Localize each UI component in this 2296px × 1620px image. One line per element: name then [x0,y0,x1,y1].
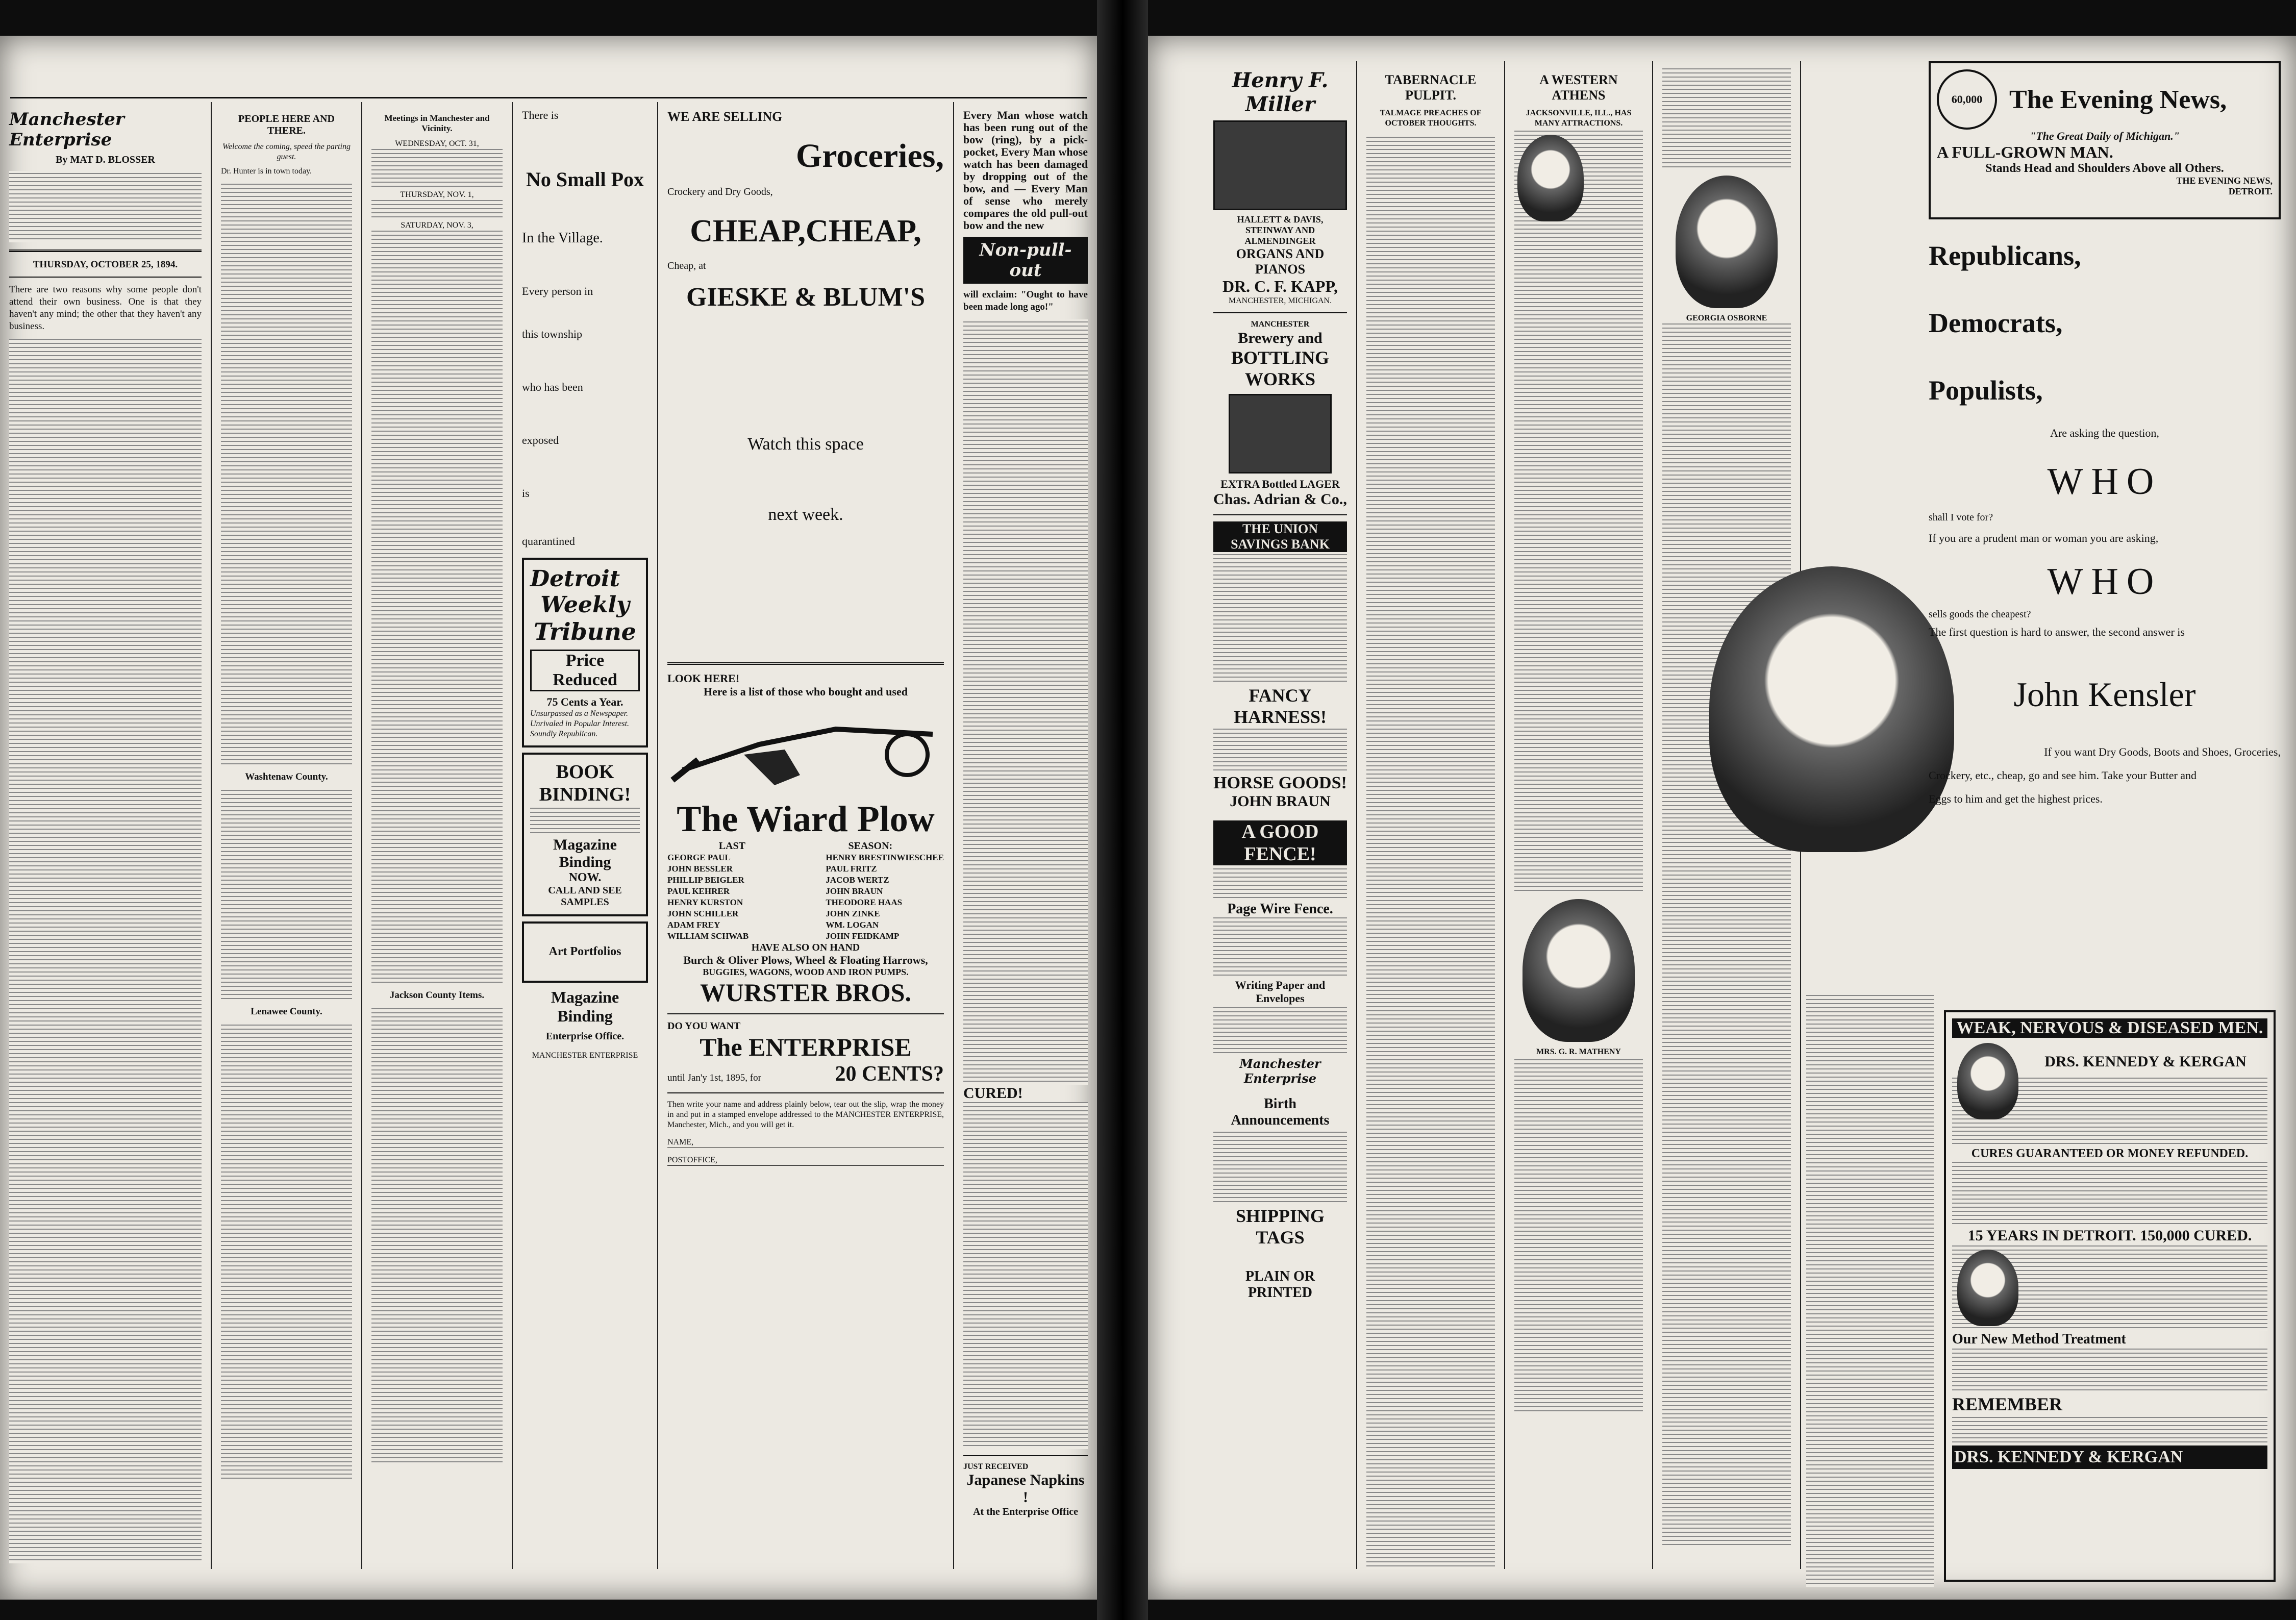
bottling-works: BOTTLING WORKS [1231,347,1330,389]
first-question-line: The first question is hard to answer, the second answer is [1929,626,2185,638]
napkins-headline: Japanese Napkins ! [966,1472,1085,1506]
detroit-tribune-ad [522,558,648,747]
western-athens-title: A WESTERN ATHENS [1539,72,1618,103]
article-text [1514,1057,1643,1414]
fancy-harness: FANCY HARNESS! [1233,685,1327,727]
buyer-name: ADAM FREY [667,920,720,930]
left-newspaper-page [0,36,1097,1600]
book-binding-ad [522,753,648,916]
piano-brand: Henry F. Miller [1232,68,1329,116]
democrats: Democrats, [1929,308,2063,338]
kennedy-footer: DRS. KENNEDY & KERGAN [1952,1445,2267,1469]
right-column-3 [1505,61,1653,1569]
evening-news-title: The Evening News, [2009,85,2227,114]
tribune-title: Detroit [530,566,620,592]
osborne-portrait [1676,176,1778,308]
meeting-date: THURSDAY, NOV. 1, [400,190,474,199]
offer-until: until Jan'y 1st, 1895, for [667,1073,761,1083]
left-column-1 [0,102,212,1569]
smallpox-line: who has been [522,381,583,393]
section-heading-lenawee: Lenawee County. [251,1006,322,1017]
kensler-ad [1929,240,2281,1005]
offer-price: 20 CENTS? [835,1062,944,1086]
enterprise-office: Enterprise Office. [545,1031,625,1042]
date-line: THURSDAY, OCTOBER 25, 1894. [33,259,178,270]
left-column-6 [954,102,1097,1569]
buyer-name: WILLIAM SCHWAB [667,931,749,941]
tribune-title: Tribune [534,618,636,645]
barrels-illustration [1229,394,1332,473]
doctor-portrait [1957,1250,2018,1326]
napkins-office: At the Enterprise Office [972,1506,1079,1517]
harness-text [1213,728,1347,774]
buyer-lists [667,852,944,942]
announcements-text [1213,1129,1347,1205]
left-column-5 [658,102,954,1569]
jackson-text [371,1006,503,1465]
non-pull-out-logo: Non-pull-out [963,237,1088,284]
tribune-price: 75 Cents a Year. [546,695,623,708]
buyer-name: JOHN FEIDKAMP [826,931,900,941]
coupon-postoffice-field[interactable]: POSTOFFICE, [667,1155,944,1166]
divider [667,1092,944,1093]
wiard-plow-headline: The Wiard Plow [677,799,935,839]
tribune-claim: Unsurpassed as a Newspaper. [530,709,629,718]
meeting-date: WEDNESDAY, OCT. 31, [395,139,479,148]
right-column-2 [1357,61,1505,1569]
editorial-lead: There are two reasons why some people don't attend their own business. One is that they haven't any mind; the other that they haven't any business. [9,284,202,332]
kennedy-kergan-ad [1944,1010,2276,1582]
smallpox-line: Every person in [522,285,593,297]
coupon-instructions: Then write your name and address plainly below, tear out the slip, wrap the money in and put in a stamped envelope addressed to the MANCHESTER ENTERPRISE, Manchester, Mich., and you will get it. [667,1100,944,1129]
buyer-names-right [826,852,944,942]
kensler-offer: If you want Dry Goods, Boots and Shoes, Groceries, [2044,745,2281,758]
buyer-name: WM. LOGAN [826,920,879,930]
watch-exclaim: will exclaim: "Ought to have been made long ago!" [963,289,1088,312]
wurster-bros: WURSTER BROS. [700,978,911,1007]
bank-directors-text [1213,552,1347,685]
divider [667,1013,944,1014]
portrait-caption: GEORGIA OSBORNE [1686,314,1767,322]
column-footer: MANCHESTER ENTERPRISE [532,1051,638,1060]
buyer-names-left [667,852,748,942]
art-portfolios-ad [522,921,648,983]
piano-makers: HALLETT & DAVIS, STEINWAY AND ALMENDINGER [1237,214,1324,246]
kennedy-read: DRS. KENNEDY & KERGAN [2044,1053,2247,1070]
right-column-1 [1204,61,1357,1569]
harrows-line: Burch & Oliver Plows, Wheel & Floating Harrows, [683,954,928,966]
john-braun: JOHN BRAUN [1230,793,1331,810]
kensler-offer: Eggs to him and get the highest prices. [1929,792,2103,805]
article-text [1662,68,1791,170]
binding-text [530,806,640,836]
populists: Populists, [1929,375,2043,406]
tribune-claim: Unrivaled in Popular Interest. [530,719,630,728]
adrian-company: Chas. Adrian & Co., [1213,491,1347,508]
meeting-date: SATURDAY, NOV. 3, [401,221,473,230]
buyer-name: JOHN BRAUN [826,886,883,896]
kensler-offer: Crockery, etc., cheap, go and see him. Take your Butter and [1929,769,2197,782]
new-method: Our New Method Treatment [1952,1331,2126,1347]
watch-bow-ad: Every Man whose watch has been rung out of the bow (ring), by a pick-pocket, Every Man whose watch has been damaged by dropping out of the bow, and — Every Man of sense who merely compares the old pull-out bow and the new [963,109,1088,232]
western-athens-subtitle: JACKSONVILLE, ILL., HAS MANY ATTRACTIONS. [1526,109,1632,128]
who-headline: WHO [2047,461,2162,503]
page-wire-fence: Page Wire Fence. [1227,901,1333,917]
buyer-name: PAUL KEHRER [667,886,730,896]
section-heading-washtenaw: Washtenaw County. [245,771,328,782]
buyer-name: PAUL FRITZ [826,864,877,874]
years-in-detroit: 15 YEARS IN DETROIT. 150,000 CURED. [1967,1227,2252,1244]
tabernacle-subtitle: TALMAGE PREACHES OF OCTOBER THOUGHTS. [1380,109,1482,128]
large-woman-portrait [1709,566,1954,852]
dr-kapp: DR. C. F. KAPP, [1222,277,1338,295]
tribune-claim: Soundly Republican. [530,730,598,738]
news-city: DETROIT. [2228,186,2273,196]
buyer-name: JOHN SCHILLER [667,909,739,918]
offer-line [667,1062,944,1086]
local-news-title: PEOPLE HERE AND THERE. [238,113,335,136]
enterprise-offer: The ENTERPRISE [700,1033,912,1061]
union-savings-bank: THE UNION SAVINGS BANK [1213,521,1347,552]
buyer-name: JOHN ZINKE [826,909,880,918]
woman-portrait-small [1517,135,1584,221]
also-on-hand: HAVE ALSO ON HAND [751,942,860,953]
cheap-at-line: Cheap, at [667,260,706,271]
good-fence: A GOOD FENCE! [1213,820,1347,865]
next-week: next week. [768,505,843,524]
enterprise-ad-name: Manchester Enterprise [1239,1056,1321,1086]
full-grown-man: A FULL-GROWN MAN. [1937,143,2113,161]
season-label: LAST [718,840,745,852]
evening-news-sub: "The Great Daily of Michigan." [2030,130,2180,142]
do-you-want: DO YOU WANT [667,1020,741,1032]
binding-samples: CALL AND SEE SAMPLES [548,885,622,908]
remember-label: REMEMBER [1952,1394,2062,1414]
meeting-text [371,200,503,220]
kennedy-text [1952,1161,2267,1227]
dry-goods-line: Crockery and Dry Goods, [667,186,773,197]
divider [667,662,944,665]
divider [1213,312,1347,313]
editorial-text-body [9,339,202,1563]
divider [1213,514,1347,515]
sells-question: sells goods the cheapest? [1929,609,2031,620]
season-label: SEASON: [848,840,893,852]
plain-or-printed: PLAIN OR PRINTED [1245,1268,1315,1301]
smallpox-line: this township [522,328,582,340]
byline: By MAT D. BLOSSER [56,154,155,165]
buyer-name: JOHN BESSLER [667,864,733,874]
buyer-name: PHILLIP BEIGLER [667,875,744,885]
tribune-title: Weekly [540,592,630,618]
republicans: Republicans, [1929,240,2081,271]
left-column-2 [212,102,362,1569]
article-text-lower [1806,995,1934,1587]
magazine-binding-title: Magazine Binding [553,836,617,870]
prudent-line: If you are a prudent man or woman you are asking, [1929,532,2159,544]
groceries-headline: Groceries, [795,137,944,175]
article-text [1662,323,1791,1548]
coupon-name-field[interactable]: NAME, [667,1137,944,1148]
asking-question: Are asking the question, [2050,427,2159,439]
horse-goods: HORSE GOODS! [1213,774,1347,792]
buyer-name: HENRY BRESTINWIESCHEE [826,853,944,862]
buggies-line: BUGGIES, WAGONS, WOOD AND IRON PUMPS. [703,967,909,977]
writing-paper: Writing Paper and Envelopes [1235,979,1326,1005]
lager-line: EXTRA Bottled LAGER [1220,478,1340,490]
plow-intro: Here is a list of those who bought and used [704,685,908,698]
local-news-item: Dr. Hunter is in town today. [221,167,312,176]
john-kensler: John Kensler [2013,675,2196,714]
cures-guaranteed: CURES GUARANTEED OR MONEY REFUNDED. [1971,1147,2249,1160]
political-text [371,231,503,986]
right-newspaper-page [1148,36,2296,1600]
office-text [1213,1005,1347,1056]
legal-notices-text [963,1102,1088,1449]
who-headline: WHO [2047,561,2162,603]
smallpox-line: exposed [522,434,559,446]
organs-pianos: ORGANS AND PIANOS [1236,246,1325,277]
dr-kapp-town: MANCHESTER, MICHIGAN. [1228,296,1332,305]
evening-news-ad [1929,61,2281,219]
plow-illustration [667,699,943,795]
smallpox-headline: No Small Pox [526,168,644,191]
price-reduced: Price Reduced [530,650,640,691]
stands-head: Stands Head and Shoulders Above all Others. [1985,162,2224,175]
meeting-text [371,149,503,190]
kennedy-text [1952,1348,2267,1393]
smallpox-line: quarantined [522,535,575,547]
watch-space: Watch this space [747,435,864,454]
organ-illustration [1213,120,1347,210]
buyer-name: HENRY KURSTON [667,898,743,907]
smallpox-line: is [522,487,530,500]
book-binding-title: BOOK BINDING! [539,761,631,805]
left-column-3 [362,102,513,1569]
season-headings [667,840,944,852]
brewery-title: Brewery and [1238,330,1322,346]
birth-announcements: Birth Announcements [1231,1096,1330,1128]
enterprise-masthead: Manchester Enterprise [9,109,124,150]
paper-text [1213,917,1347,979]
fence-text [1213,865,1347,901]
divider [9,250,202,252]
tabernacle-title: TABERNACLE PULPIT. [1385,72,1477,103]
selling-label: WE ARE SELLING [667,109,783,124]
smallpox-line: In the Village. [522,230,603,246]
meetings-title: Meetings in Manchester and Vicinity. [384,113,490,133]
cured-headline: CURED! [963,1085,1023,1102]
circulation-seal: 60,000 [1937,69,1997,130]
divider [9,277,202,278]
section-heading-jackson: Jackson County Items. [389,990,485,1001]
cheap-headline: CHEAP,CHEAP, [690,214,921,248]
local-news-subtitle: Welcome the coming, speed the parting guest. [222,142,351,161]
doctor-portrait [1957,1043,2018,1119]
sermon-text [1366,135,1495,1569]
terms-block [9,171,202,242]
left-column-4 [513,102,658,1569]
portrait-caption: MRS. G. R. MATHENY [1536,1048,1621,1056]
legal-notices-text [963,319,1088,1085]
smallpox-line: There is [522,109,559,121]
left-page-top-rule [10,82,1087,98]
news-signature: THE EVENING NEWS, [2176,176,2273,186]
vote-question: shall I vote for? [1929,512,1993,523]
just-received: JUST RECEIVED [963,1462,1029,1471]
buyer-name: GEORGE PAUL [667,853,731,862]
binding-now: NOW. [568,871,602,884]
divider [963,1455,1088,1456]
gieske-blum-name: GIESKE & BLUM'S [686,283,926,312]
local-news-text [221,181,352,767]
lenawee-text [221,1023,352,1482]
washtenaw-text [221,788,352,1002]
matheny-portrait [1523,899,1635,1042]
binding-gutter [1097,0,1148,1620]
buyer-name: THEODORE HAAS [826,898,903,907]
magazine-binding-repeat: Magazine Binding [551,988,619,1025]
kennedy-text [1952,1415,2267,1445]
art-portfolios-title: Art Portfolios [548,945,621,958]
look-here: LOOK HERE! [667,672,740,685]
shipping-tags: SHIPPING TAGS [1235,1206,1325,1248]
buyer-name: JACOB WERTZ [826,875,889,885]
kennedy-headline: WEAK, NERVOUS & DISEASED MEN. [1952,1018,2267,1038]
brewery-town: MANCHESTER [1251,320,1310,329]
article-text [1514,129,1643,894]
